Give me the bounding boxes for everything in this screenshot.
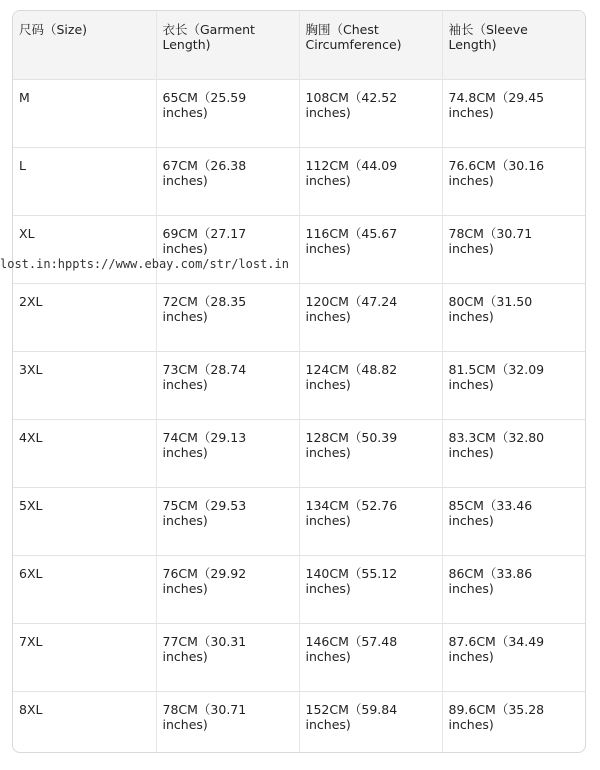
cell-chest-circumference: 128CM（50.39 inches) [299, 420, 442, 488]
size-chart-table [13, 11, 585, 753]
cell-garment-length: 72CM（28.35 inches) [156, 284, 299, 352]
table-row [13, 148, 585, 216]
cell-size: XL [13, 216, 156, 284]
cell-sleeve-length: 87.6CM（34.49 inches) [442, 624, 585, 692]
cell-sleeve-length: 81.5CM（32.09 inches) [442, 352, 585, 420]
cell-chest-circumference: 134CM（52.76 inches) [299, 488, 442, 556]
cell-garment-length: 78CM（30.71 inches) [156, 692, 299, 754]
cell-size: M [13, 80, 156, 148]
cell-sleeve-length: 78CM（30.71 inches) [442, 216, 585, 284]
cell-sleeve-length: 76.6CM（30.16 inches) [442, 148, 585, 216]
cell-garment-length: 65CM（25.59 inches) [156, 80, 299, 148]
cell-size: 6XL [13, 556, 156, 624]
cell-sleeve-length: 83.3CM（32.80 inches) [442, 420, 585, 488]
cell-garment-length: 69CM（27.17 inches) [156, 216, 299, 284]
cell-sleeve-length: 85CM（33.46 inches) [442, 488, 585, 556]
table-row [13, 284, 585, 352]
cell-garment-length: 75CM（29.53 inches) [156, 488, 299, 556]
cell-sleeve-length: 89.6CM（35.28 inches) [442, 692, 585, 754]
header-sleeve-length: 袖长（Sleeve Length) [442, 11, 585, 80]
header-row [13, 11, 585, 80]
table-row [13, 352, 585, 420]
table-row [13, 488, 585, 556]
cell-size: 7XL [13, 624, 156, 692]
cell-garment-length: 74CM（29.13 inches) [156, 420, 299, 488]
cell-garment-length: 77CM（30.31 inches) [156, 624, 299, 692]
cell-size: 2XL [13, 284, 156, 352]
cell-chest-circumference: 112CM（44.09 inches) [299, 148, 442, 216]
cell-size: 5XL [13, 488, 156, 556]
table-row [13, 624, 585, 692]
cell-garment-length: 73CM（28.74 inches) [156, 352, 299, 420]
cell-size: L [13, 148, 156, 216]
table-row [13, 420, 585, 488]
watermark-text: lost.in:hppts://www.ebay.com/str/lost.in [0, 257, 289, 271]
table-row [13, 556, 585, 624]
cell-chest-circumference: 108CM（42.52 inches) [299, 80, 442, 148]
size-chart-container [12, 10, 586, 753]
cell-chest-circumference: 146CM（57.48 inches) [299, 624, 442, 692]
cell-chest-circumference: 124CM（48.82 inches) [299, 352, 442, 420]
cell-chest-circumference: 152CM（59.84 inches) [299, 692, 442, 754]
cell-chest-circumference: 120CM（47.24 inches) [299, 284, 442, 352]
table-row [13, 216, 585, 284]
cell-sleeve-length: 80CM（31.50 inches) [442, 284, 585, 352]
header-garment-length: 衣长（Garment Length) [156, 11, 299, 80]
cell-chest-circumference: 140CM（55.12 inches) [299, 556, 442, 624]
cell-size: 8XL [13, 692, 156, 754]
header-size: 尺码（Size) [13, 11, 156, 80]
table-row [13, 80, 585, 148]
cell-size: 4XL [13, 420, 156, 488]
cell-garment-length: 76CM（29.92 inches) [156, 556, 299, 624]
cell-garment-length: 67CM（26.38 inches) [156, 148, 299, 216]
cell-sleeve-length: 74.8CM（29.45 inches) [442, 80, 585, 148]
cell-chest-circumference: 116CM（45.67 inches) [299, 216, 442, 284]
table-row [13, 692, 585, 754]
header-chest-circumference: 胸围（Chest Circumference) [299, 11, 442, 80]
cell-size: 3XL [13, 352, 156, 420]
cell-sleeve-length: 86CM（33.86 inches) [442, 556, 585, 624]
